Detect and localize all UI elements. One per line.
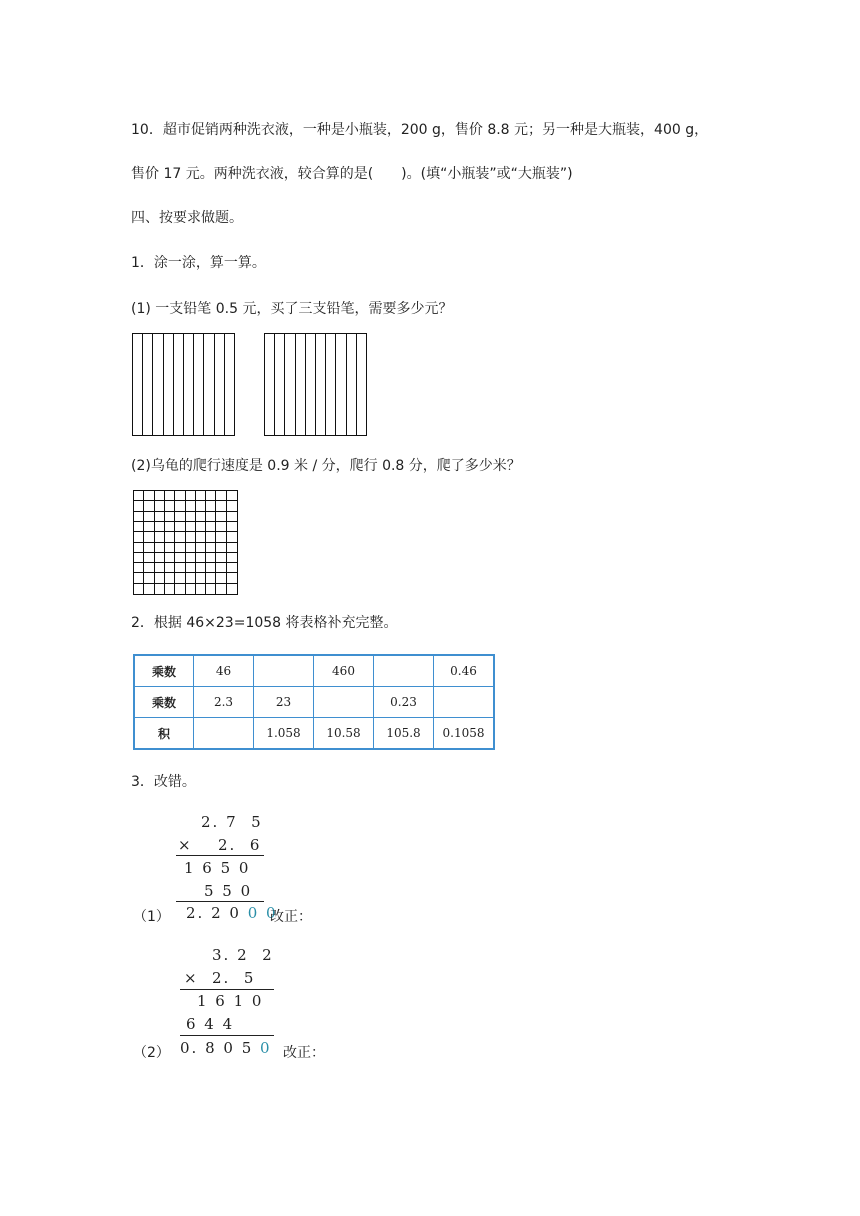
- question-1-title: 1．涂一涂，算一算。: [131, 255, 266, 271]
- grid-cell: [165, 563, 175, 573]
- row-header: 乘数: [134, 687, 194, 718]
- grid-cell: [206, 522, 216, 532]
- multiplication-table: [133, 654, 495, 750]
- calc-rule: [180, 989, 274, 990]
- table-cell: 10.58: [314, 718, 374, 750]
- grid-cell: [155, 553, 165, 563]
- row-header: 乘数: [134, 655, 194, 687]
- grid-cell: [155, 491, 165, 501]
- grid-cell: [175, 491, 185, 501]
- grid-cell: [165, 512, 175, 522]
- grid-cell: [227, 512, 237, 522]
- question-1-1: (1) 一支铅笔 0.5 元，买了三支铅笔，需要多少元？: [131, 301, 453, 317]
- table-cell: [314, 687, 374, 718]
- grid-cell: [186, 491, 196, 501]
- partial-product-2: 5 5 0: [204, 882, 253, 900]
- grid-cell: [206, 512, 216, 522]
- table-row: [134, 655, 494, 687]
- calc-2-label: （2）: [133, 1045, 170, 1061]
- table-row: [134, 718, 494, 750]
- grid-cell: [155, 532, 165, 542]
- grid-cell: [216, 522, 226, 532]
- grid-cell: [227, 522, 237, 532]
- grid-cell: [196, 543, 206, 553]
- table-cell: 105.8: [374, 718, 434, 750]
- grid-cell: [144, 584, 154, 594]
- grid-cell: [196, 522, 206, 532]
- grid-cell: [206, 501, 216, 511]
- grid-cell: [175, 553, 185, 563]
- grid-cell: [206, 573, 216, 583]
- grid-cell: [155, 563, 165, 573]
- grid-cell: [175, 522, 185, 532]
- partial-product-2: 6 4 4: [186, 1015, 235, 1033]
- grid-cell: [196, 532, 206, 542]
- strip-square-1: [132, 333, 235, 436]
- times-sign: ×: [184, 969, 199, 987]
- grid-cell: [196, 501, 206, 511]
- grid-cell: [165, 491, 175, 501]
- grid-cell: [134, 573, 144, 583]
- grid-cell: [216, 553, 226, 563]
- table-cell: [254, 655, 314, 687]
- grid-cell: [155, 501, 165, 511]
- calc-result: 2. 2 0 0 0: [186, 904, 278, 922]
- grid-cell: [186, 532, 196, 542]
- grid-cell: [165, 532, 175, 542]
- grid-cell: [134, 501, 144, 511]
- grid-cell: [175, 563, 185, 573]
- table-cell: 0.46: [434, 655, 495, 687]
- question-10-line2: 售价 17 元。两种洗衣液，较合算的是( )。(填“小瓶装”或“大瓶装”): [131, 166, 573, 182]
- grid-cell: [206, 553, 216, 563]
- grid-cell: [196, 584, 206, 594]
- calc-rule: [176, 855, 264, 856]
- grid-cell: [186, 553, 196, 563]
- question-10-line1: 10．超市促销两种洗衣液，一种是小瓶装，200 g，售价 8.8 元；另一种是大瓶装，400 g，: [131, 122, 709, 138]
- calc-1-fix: 改正：: [270, 909, 312, 925]
- grid-cell: [227, 501, 237, 511]
- grid-cell: [165, 573, 175, 583]
- question-1-2: (2)乌龟的爬行速度是 0.9 米 / 分，爬行 0.8 分，爬了多少米？: [131, 458, 521, 474]
- grid-cell: [165, 501, 175, 511]
- grid-cell: [206, 584, 216, 594]
- grid-cell: [175, 584, 185, 594]
- grid-cell: [165, 522, 175, 532]
- grid-cell: [134, 522, 144, 532]
- grid-cell: [216, 573, 226, 583]
- table-cell: 0.23: [374, 687, 434, 718]
- table-cell: 23: [254, 687, 314, 718]
- grid-cell: [175, 512, 185, 522]
- table-cell: 2.3: [194, 687, 254, 718]
- table-row: [134, 687, 494, 718]
- partial-product-1: 1 6 1 0: [197, 992, 264, 1010]
- grid-cell: [186, 512, 196, 522]
- grid-cell: [227, 491, 237, 501]
- calc-factor-b: 2. 6: [218, 836, 262, 854]
- grid-cell: [206, 532, 216, 542]
- table-cell: 460: [314, 655, 374, 687]
- grid-cell: [216, 491, 226, 501]
- error-digits: 0: [260, 1039, 272, 1057]
- strip-square-2: [264, 333, 367, 436]
- grid-cell: [144, 522, 154, 532]
- table-cell: [374, 655, 434, 687]
- grid-cell: [227, 584, 237, 594]
- grid-cell: [186, 573, 196, 583]
- row-header: 积: [134, 718, 194, 750]
- grid-cell: [175, 543, 185, 553]
- grid-cell: [155, 584, 165, 594]
- grid-cell: [186, 501, 196, 511]
- grid-cell: [206, 491, 216, 501]
- grid-cell: [227, 563, 237, 573]
- grid-cell: [216, 543, 226, 553]
- calc-rule: [176, 901, 264, 902]
- grid-cell: [206, 543, 216, 553]
- times-sign: ×: [178, 836, 193, 854]
- grid-cell: [134, 543, 144, 553]
- section-4-title: 四、按要求做题。: [131, 210, 243, 226]
- grid-cell: [227, 543, 237, 553]
- grid-cell: [144, 563, 154, 573]
- question-3-title: 3．改错。: [131, 774, 196, 790]
- grid-cell: [144, 501, 154, 511]
- grid-cell: [216, 501, 226, 511]
- grid-cell: [134, 584, 144, 594]
- grid-cell: [196, 491, 206, 501]
- partial-product-1: 1 6 5 0: [184, 859, 251, 877]
- grid-cell: [196, 553, 206, 563]
- grid-cell: [175, 532, 185, 542]
- table-cell: [434, 687, 495, 718]
- grid-cell: [227, 532, 237, 542]
- grid-cell: [227, 573, 237, 583]
- grid-cell: [165, 543, 175, 553]
- question-2-title: 2．根据 46×23=1058 将表格补充完整。: [131, 615, 398, 631]
- grid-cell: [186, 543, 196, 553]
- grid-cell: [175, 501, 185, 511]
- grid-cell: [144, 512, 154, 522]
- grid-cell: [206, 563, 216, 573]
- hundred-grid: [133, 490, 238, 595]
- grid-cell: [155, 573, 165, 583]
- grid-cell: [144, 532, 154, 542]
- grid-cell: [134, 532, 144, 542]
- grid-cell: [227, 553, 237, 563]
- grid-cell: [196, 563, 206, 573]
- grid-cell: [216, 563, 226, 573]
- grid-cell: [155, 522, 165, 532]
- grid-cell: [165, 553, 175, 563]
- grid-cell: [144, 573, 154, 583]
- grid-cell: [216, 512, 226, 522]
- grid-cell: [175, 573, 185, 583]
- error-digits: 0 0: [247, 904, 278, 922]
- grid-cell: [134, 553, 144, 563]
- grid-cell: [144, 491, 154, 501]
- grid-cell: [186, 584, 196, 594]
- table-cell: 1.058: [254, 718, 314, 750]
- grid-cell: [216, 584, 226, 594]
- grid-cell: [144, 543, 154, 553]
- grid-cell: [155, 512, 165, 522]
- calc-factor-b: 2. 5: [212, 969, 256, 987]
- calc-2-fix: 改正：: [283, 1045, 325, 1061]
- calc-factor-a: 2. 7 5: [201, 813, 263, 831]
- table-cell: 46: [194, 655, 254, 687]
- grid-cell: [134, 512, 144, 522]
- grid-cell: [186, 522, 196, 532]
- grid-cell: [216, 532, 226, 542]
- grid-cell: [134, 563, 144, 573]
- grid-cell: [186, 563, 196, 573]
- grid-cell: [196, 512, 206, 522]
- calc-result: 0. 8 0 5 0: [180, 1039, 272, 1057]
- table-cell: [194, 718, 254, 750]
- grid-cell: [155, 543, 165, 553]
- grid-cell: [134, 491, 144, 501]
- table-cell: 0.1058: [434, 718, 495, 750]
- grid-cell: [144, 553, 154, 563]
- grid-cell: [196, 573, 206, 583]
- calc-factor-a: 3. 2 2: [212, 946, 274, 964]
- calc-rule: [180, 1035, 274, 1036]
- calc-1-label: （1）: [133, 909, 170, 925]
- grid-cell: [165, 584, 175, 594]
